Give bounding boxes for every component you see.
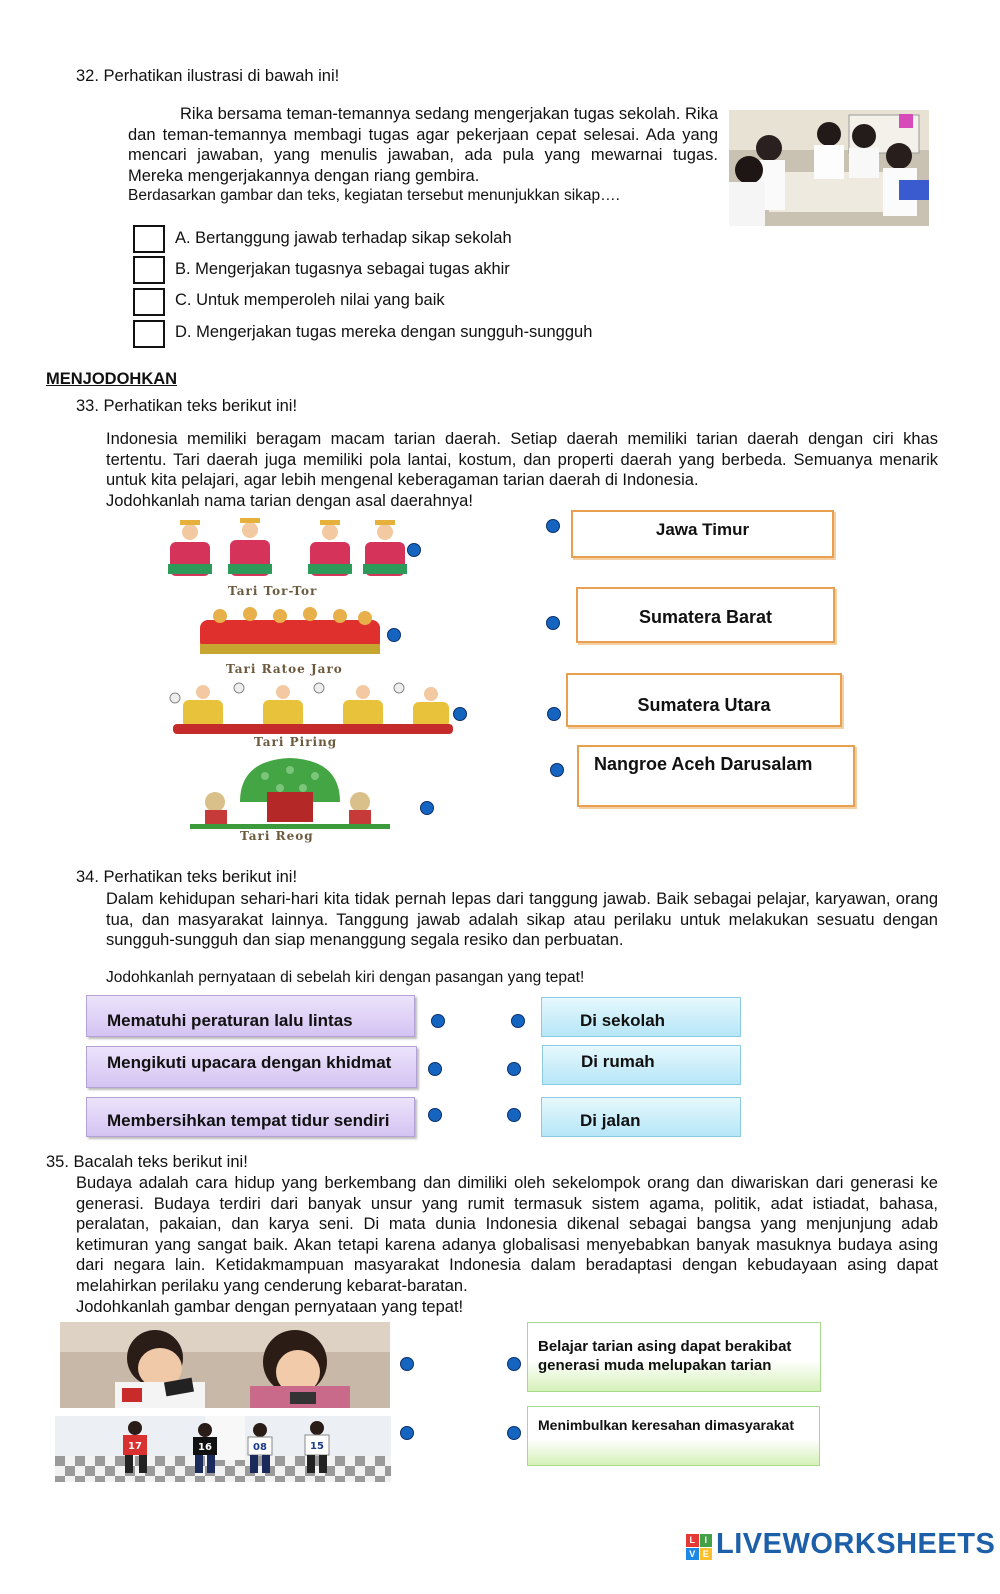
region-box-jawa-timur <box>571 510 834 558</box>
liveworksheets-logo-icon <box>686 1534 712 1560</box>
region-4-dot[interactable] <box>550 763 564 777</box>
region-1-dot[interactable] <box>546 519 560 533</box>
statement-2-dot[interactable] <box>428 1062 442 1076</box>
place-3-dot[interactable] <box>507 1108 521 1122</box>
q34-instruction: Jodohkanlah pernyataan di sebelah kiri dengan pasangan yang tepat! <box>106 969 585 986</box>
place-2-dot[interactable] <box>507 1062 521 1076</box>
q34-title: 34. Perhatikan teks berikut ini! <box>76 868 298 886</box>
region-box-sumatera-utara <box>566 673 842 727</box>
q35-instruction: Jodohkanlah gambar dengan pernyataan yang tepat! <box>76 1298 464 1316</box>
statement-3-dot[interactable] <box>428 1108 442 1122</box>
dance-4-dot[interactable] <box>420 801 434 815</box>
region-label-4: Nangroe Aceh Darusalam <box>594 754 813 774</box>
region-box-aceh <box>577 745 855 807</box>
option-d-checkbox[interactable] <box>133 320 165 348</box>
dance-1-dot[interactable] <box>407 543 421 557</box>
dancers-photo <box>55 1416 391 1482</box>
image-2-dot[interactable] <box>400 1426 414 1440</box>
option-a-label: A. Bertanggung jawab terhadap sikap sekolah <box>175 229 512 247</box>
q35-statement-box-1 <box>527 1322 821 1392</box>
dance-label-4: Tari Reog <box>240 829 314 843</box>
statement-label-3: Membersihkan tempat tidur sendiri <box>107 1111 390 1130</box>
place-box-3 <box>541 1097 741 1137</box>
place-label-1: Di sekolah <box>580 1011 666 1030</box>
option-d-label: D. Mengerjakan tugas mereka dengan sungguh-sungguh <box>175 323 593 341</box>
q35-title: 35. Bacalah teks berikut ini! <box>46 1153 248 1171</box>
region-label-1: Jawa Timur <box>655 520 750 539</box>
q33-title: 33. Perhatikan teks berikut ini! <box>76 397 298 415</box>
reog-dance-image <box>185 752 395 830</box>
statement-label-1: Mematuhi peraturan lalu lintas <box>107 1011 353 1030</box>
q35-statement-label-1: Belajar tarian asing dapat berakibat generasi muda melupakan tarian <box>538 1338 792 1374</box>
image-1-dot[interactable] <box>400 1357 414 1371</box>
region-label-3: Sumatera Utara <box>637 695 771 715</box>
statement-a-dot[interactable] <box>507 1357 521 1371</box>
jersey-number-2: 16 <box>198 1442 212 1453</box>
option-c-label: C. Untuk memperoleh nilai yang baik <box>175 291 445 309</box>
statement-label-2: Mengikuti upacara dengan khidmat <box>107 1053 392 1072</box>
region-box-sumatera-barat <box>576 587 835 643</box>
region-label-2: Sumatera Barat <box>638 607 773 627</box>
statement-1-dot[interactable] <box>431 1014 445 1028</box>
place-box-2 <box>542 1045 741 1085</box>
children-phones-photo <box>60 1322 390 1408</box>
q32-question: Berdasarkan gambar dan teks, kegiatan tersebut menunjukkan sikap…. <box>128 187 620 204</box>
q32-paragraph: Rika bersama teman-temannya sedang mengerjakan tugas sekolah. Rika dan teman-temannya membagi tugas agar pekerjaan cepat selesai. Ada yang mencari jawaban, yang menulis jawaban, ada pula yang mewarnai tugas. Mereka mengerjakannya dengan riang gembira. <box>128 105 718 185</box>
logo-letter-2: I <box>700 1534 713 1547</box>
logo-letter-1: L <box>686 1534 699 1547</box>
option-b-checkbox[interactable] <box>133 256 165 284</box>
region-2-dot[interactable] <box>546 616 560 630</box>
q35-statement-label-2: Menimbulkan keresahan dimasyarakat <box>538 1417 795 1433</box>
q33-paragraph: Indonesia memiliki beragam macam tarian daerah. Setiap daerah memiliki tarian daerah dengan ciri khas tertentu. Tari daerah juga memiliki pola lantai, kostum, dan properti daerah yang berbeda. Semuanya menarik untuk kita pelajari, agar lebih mengenal keberagaman tarian daerah di Indonesia. <box>106 430 938 489</box>
jersey-number-3: 08 <box>253 1442 267 1453</box>
q35-statement-box-2 <box>527 1406 820 1466</box>
place-label-3: Di jalan <box>580 1111 641 1130</box>
dance-2-dot[interactable] <box>387 628 401 642</box>
statement-box-2 <box>86 1046 417 1088</box>
dance-label-3: Tari Piring <box>254 735 338 749</box>
liveworksheets-brand: LIVEWORKSHEETS <box>716 1528 996 1560</box>
statement-box-3 <box>86 1097 415 1137</box>
jersey-number-4: 15 <box>310 1441 324 1452</box>
q35-paragraph: Budaya adalah cara hidup yang berkembang dan dimiliki oleh sekelompok orang dan diwariskan dari generasi ke generasi. Budaya terdiri dari banyak unsur yang rumit termasuk sistem agama, politik, adat istiadat, bahasa, peralatan, pakaian, dan karya seni. Di mata dunia Indonesia dikenal sebagai bangsa yang menjunjung adab ketimuran yang sangat baik. Akan tetapi karena adanya globalisasi menyebabkan banyak masuknya budaya asing dari negara lain. Ketidakmampuan masyarakat Indonesia dalam beradaptasi dengan kebudayaan asing dapat melahirkan perilaku yang cenderung kebarat-baratan. <box>76 1174 938 1295</box>
dance-label-2: Tari Ratoe Jaro <box>226 662 343 676</box>
logo-letter-4: E <box>700 1548 713 1561</box>
statement-b-dot[interactable] <box>507 1426 521 1440</box>
region-3-dot[interactable] <box>547 707 561 721</box>
logo-letter-3: V <box>686 1548 699 1561</box>
piring-dance-image <box>163 680 463 738</box>
place-box-1 <box>541 997 741 1037</box>
q34-paragraph: Dalam kehidupan sehari-hari kita tidak pernah lepas dari tanggung jawab. Baik sebagai pelajar, karyawan, orang tua, dan masyarakat lainnya. Tanggung jawab adalah sikap atau perilaku untuk melakukan sesuatu dengan sungguh-sungguh dan siap menanggung segala resiko dan perbuatan. <box>106 890 938 949</box>
q33-instruction: Jodohkanlah nama tarian dengan asal daerahnya! <box>106 492 473 510</box>
dance-label-1: Tari Tor-Tor <box>228 584 318 598</box>
jersey-number-1: 17 <box>128 1441 142 1452</box>
students-photo <box>729 110 929 226</box>
statement-box-1 <box>86 995 415 1037</box>
section-heading: MENJODOHKAN <box>46 370 178 388</box>
q32-title: 32. Perhatikan ilustrasi di bawah ini! <box>76 67 340 85</box>
place-label-2: Di rumah <box>581 1052 655 1071</box>
place-1-dot[interactable] <box>511 1014 525 1028</box>
ratoe-jaro-dance-image <box>190 600 390 660</box>
dance-3-dot[interactable] <box>453 707 467 721</box>
tor-tor-dance-image <box>160 512 420 584</box>
option-b-label: B. Mengerjakan tugasnya sebagai tugas akhir <box>175 260 510 278</box>
option-a-checkbox[interactable] <box>133 225 165 253</box>
option-c-checkbox[interactable] <box>133 288 165 316</box>
